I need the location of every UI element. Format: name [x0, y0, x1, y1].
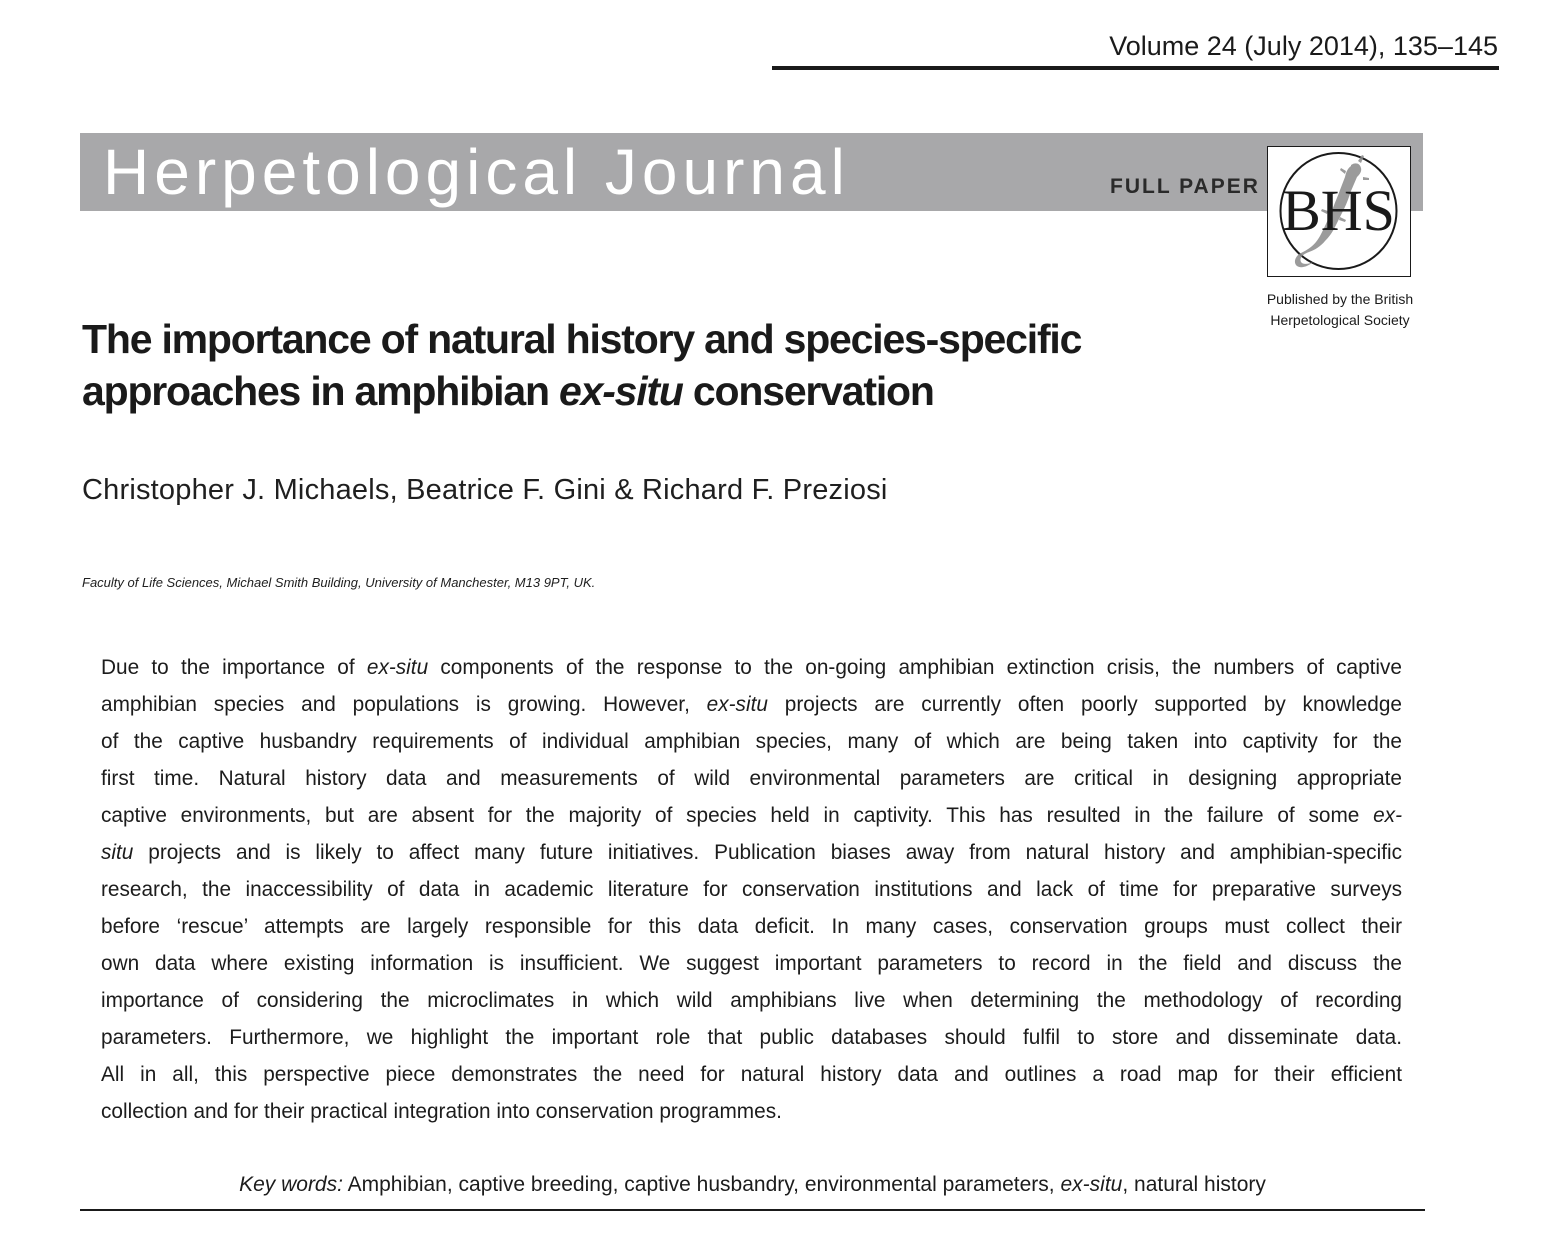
- bhs-logo: [1267, 146, 1411, 277]
- abstract-line: amphibian species and populations is growing. However, ex-situ projects are currently often poorly supported by knowledge: [101, 693, 1402, 716]
- publisher-line-2: Herpetological Society: [1270, 312, 1410, 328]
- journal-title: Herpetological Journal: [103, 136, 850, 208]
- abstract-line: before ‘rescue’ attempts are largely responsible for this data deficit. In many cases, conservation groups must collect their: [101, 915, 1402, 938]
- abstract-line: importance of considering the microclimates in which wild amphibians live when determining the methodology of recording: [101, 989, 1402, 1012]
- abstract-line: of the captive husbandry requirements of individual amphibian species, many of which are being taken into captivity for the: [101, 730, 1402, 753]
- keywords-label: Key words:: [239, 1173, 343, 1196]
- volume-info: Volume 24 (July 2014), 135–145: [1109, 31, 1498, 61]
- abstract-line: parameters. Furthermore, we highlight the important role that public databases should fulfil to store and disseminate data.: [101, 1026, 1402, 1049]
- abstract-line: research, the inaccessibility of data in academic literature for conservation institutions and lack of time for preparative surveys: [101, 878, 1402, 901]
- lizard-icon: [1268, 147, 1409, 275]
- abstract-line: All in all, this perspective piece demonstrates the need for natural history data and outlines a road map for their efficient: [101, 1063, 1402, 1086]
- author-list: Christopher J. Michaels, Beatrice F. Gini & Richard F. Preziosi: [82, 474, 888, 506]
- affiliation: Faculty of Life Sciences, Michael Smith Building, University of Manchester, M13 9PT, UK.: [82, 575, 596, 590]
- abstract-line: captive environments, but are absent for the majority of species held in captivity. This has resulted in the failure of some ex-: [101, 804, 1402, 827]
- svg-text:BHS: BHS: [1282, 178, 1395, 243]
- abstract-line: situ projects and is likely to affect many future initiatives. Publication biases away from natural history and amphibian-specific: [101, 841, 1402, 864]
- abstract: [101, 649, 1402, 1130]
- abstract-line: own data where existing information is insufficient. We suggest important parameters to record in the field and discuss the: [101, 952, 1402, 975]
- abstract-line: first time. Natural history data and measurements of wild environmental parameters are critical in designing appropriate: [101, 767, 1402, 790]
- abstract-line: Due to the importance of ex-situ components of the response to the on-going amphibian extinction crisis, the numbers of captive: [101, 656, 1402, 679]
- footer-divider: [80, 1209, 1425, 1211]
- publisher-credit: [1235, 289, 1445, 331]
- paper-title-line-1: The importance of natural history and species-specific: [82, 316, 1082, 362]
- article-type-label: FULL PAPER: [1110, 175, 1260, 198]
- keywords: Key words: Amphibian, captive breeding, captive husbandry, environmental parameters, ex-situ, natural history: [239, 1173, 1266, 1196]
- paper-title-line-2: approaches in amphibian ex-situ conservation: [82, 368, 934, 414]
- publisher-line-1: Published by the British: [1266, 291, 1414, 307]
- paper-title: [82, 313, 1202, 417]
- header-divider: [772, 66, 1499, 70]
- abstract-line: collection and for their practical integration into conservation programmes.: [101, 1100, 782, 1123]
